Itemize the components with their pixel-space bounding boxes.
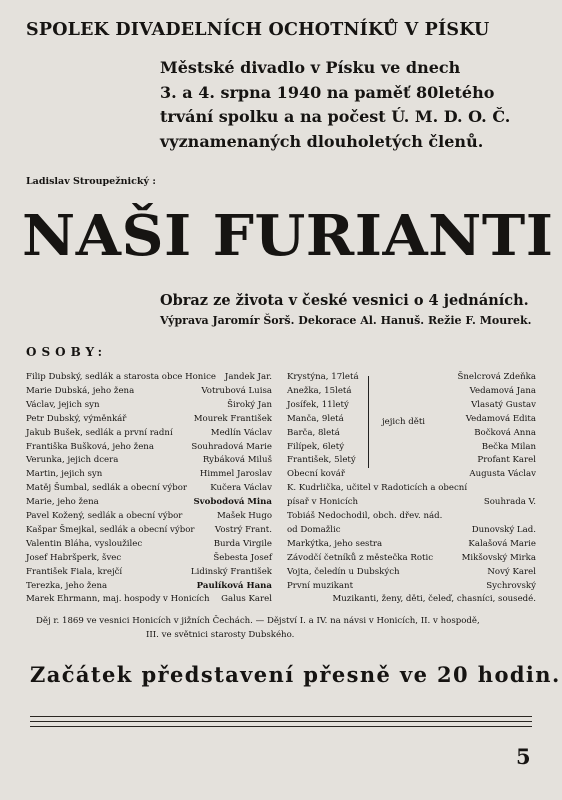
intro-line: 3. a 4. srpna 1940 na paměť 80letého (160, 82, 495, 102)
intro-line: vyznamenaných dlouholetých členů. (160, 131, 484, 151)
play-title: NAŠI FURIANTI (22, 203, 554, 269)
role-name: Marek Ehrmann, maj. hospody v Honicích (26, 594, 210, 605)
cast-row (0, 469, 562, 483)
role-name: Manča, 9letá (287, 413, 344, 424)
actor-name: Profant Karel (477, 455, 536, 466)
author-name: Ladislav Stroupežnický : (26, 176, 156, 187)
role-name: Františka Bušková, jeho žena (26, 441, 154, 452)
cast-row (0, 483, 562, 497)
cast-row (0, 400, 562, 414)
cast-row (0, 525, 562, 539)
cast-row (0, 455, 562, 469)
actor-name: Kučera Václav (210, 483, 272, 494)
role-name: od Domažlic (287, 524, 341, 535)
role-name: Martin, jejich syn (26, 469, 103, 480)
role-name: Obecní kovář (287, 469, 345, 480)
actor-name: Souhrada V. (483, 497, 536, 508)
role-name: Anežka, 15letá (287, 385, 352, 396)
cast-row (0, 511, 562, 525)
actor-name: Dunovský Lad. (471, 524, 536, 535)
play-subtitle: Obraz ze života v české vesnici o 4 jednáních. (160, 292, 529, 309)
children-bracket (368, 376, 375, 468)
divider-rule (30, 721, 532, 722)
actor-name: Šebesta Josef (213, 552, 272, 563)
actor-name: Vedamová Jana (469, 385, 536, 396)
role-name: Filip Dubský, sedlák a starosta obce Honice (26, 372, 216, 382)
page-number: 5 (516, 744, 531, 769)
actor-name: Burda Virgile (213, 538, 272, 549)
role-name: Matěj Šumbal, sedlák a obecní výbor (26, 483, 188, 494)
role-name: František, 5letý (287, 455, 356, 466)
role-name: Barča, 8letá (287, 427, 340, 438)
cast-row (0, 539, 562, 553)
role-name: Petr Dubský, výměnkář (26, 413, 127, 424)
actor-name: Sychrovský (486, 580, 536, 591)
role-name: Markýtka, jeho sestra (287, 538, 383, 549)
actor-name: Vedamová Edita (465, 413, 536, 424)
role-name: K. Kudrlička, učitel v Radoticích a obecní (287, 483, 468, 494)
actor-name: Mourek František (193, 413, 272, 424)
actor-name: Rybáková Miluš (202, 455, 272, 466)
actor-name: Mikšovský Mirka (461, 552, 536, 563)
actor-name: Jandek Jar. (224, 372, 272, 382)
role-name: Krystýna, 17letá (287, 372, 359, 382)
role-name: Jakub Bušek, sedlák a první radní (26, 427, 173, 438)
role-name: písař v Honicích (287, 497, 359, 508)
cast-row (0, 428, 562, 442)
intro-line: Městské divadlo v Písku ve dnech (160, 58, 461, 77)
actor-name: Galus Karel (221, 594, 272, 605)
actor-name: Medlín Václav (210, 427, 272, 438)
actor-name: Svobodová Mina (193, 497, 272, 508)
role-name: Závodčí četníků z městečka Rotic (287, 552, 434, 563)
role-name: František Fiala, krejčí (26, 566, 123, 577)
cast-row (0, 553, 562, 567)
divider-rule (30, 716, 532, 717)
actor-name: Lidinský František (190, 566, 272, 577)
society-heading: SPOLEK DIVADELNÍCH OCHOTNÍKŮ V PÍSKU (26, 20, 490, 40)
role-name: Tobiáš Nedochodil, obch. dřev. nád. (287, 511, 443, 521)
actor-name: Muzikanti, ženy, děti, čeleď, chasníci, sousedé. (332, 594, 536, 605)
actor-name: Bočková Anna (474, 427, 536, 438)
children-label: jejich děti (382, 417, 426, 427)
production-credits: Výprava Jaromír Šorš. Dekorace Al. Hanuš. Režie F. Mourek. (160, 314, 532, 327)
actor-name: Augusta Václav (469, 469, 536, 480)
cast-row (0, 386, 562, 400)
role-name: Josífek, 11letý (287, 399, 349, 410)
setting-line: Děj r. 1869 ve vesnici Honicích v jižních Čechách. — Dějství I. a IV. na návsi v Honicích, II. v hospodě, (36, 616, 480, 626)
cast-row (0, 594, 562, 608)
role-name: Vojta, čeledín u Dubských (287, 566, 400, 577)
setting-description (26, 614, 541, 642)
role-name: Verunka, jejich dcera (26, 455, 119, 466)
actor-name: Paulíková Hana (196, 580, 272, 591)
actor-name: Nový Karel (487, 566, 536, 577)
cast-row (0, 442, 562, 456)
divider-rule (30, 726, 532, 727)
actor-name: Bečka Milan (481, 441, 536, 452)
actor-name: Vostrý Frant. (214, 524, 272, 535)
intro-line: trvání spolku a na počest Ú. M. D. O. Č. (160, 107, 511, 126)
performance-intro (160, 56, 510, 154)
cast-row (0, 414, 562, 428)
role-name: Filípek, 6letý (287, 441, 345, 452)
role-name: Marie, jeho žena (26, 497, 99, 508)
role-name: Marie Dubská, jeho žena (26, 385, 135, 396)
setting-line: III. ve světnici starosty Dubského. (146, 630, 295, 640)
cast-row (0, 372, 562, 386)
actor-name: Mašek Hugo (216, 511, 272, 521)
actor-name: Votrubová Luisa (201, 385, 272, 396)
role-name: Valentin Bláha, vysloužilec (26, 538, 143, 549)
actor-name: Vlasatý Gustav (471, 399, 536, 410)
role-name: První muzikant (287, 580, 354, 591)
cast-row (0, 567, 562, 581)
role-name: Kašpar Šmejkal, sedlák a obecní výbor (26, 524, 195, 535)
actor-name: Šnelcrová Zdeňka (457, 372, 536, 382)
actor-name: Himmel Jaroslav (199, 469, 272, 480)
actor-name: Souhradová Marie (191, 441, 272, 452)
role-name: Pavel Kožený, sedlák a obecní výbor (26, 511, 183, 521)
role-name: Josef Habršperk, švec (26, 552, 122, 563)
cast-row (0, 497, 562, 511)
role-name: Václav, jejich syn (26, 399, 100, 410)
cast-row (0, 581, 562, 595)
actor-name: Kalašová Marie (468, 538, 536, 549)
cast-heading: OSOBY: (26, 345, 108, 359)
role-name: Terezka, jeho žena (26, 580, 108, 591)
actor-name: Široký Jan (227, 399, 272, 410)
start-notice: Začátek představení přesně ve 20 hodin. (30, 662, 561, 687)
